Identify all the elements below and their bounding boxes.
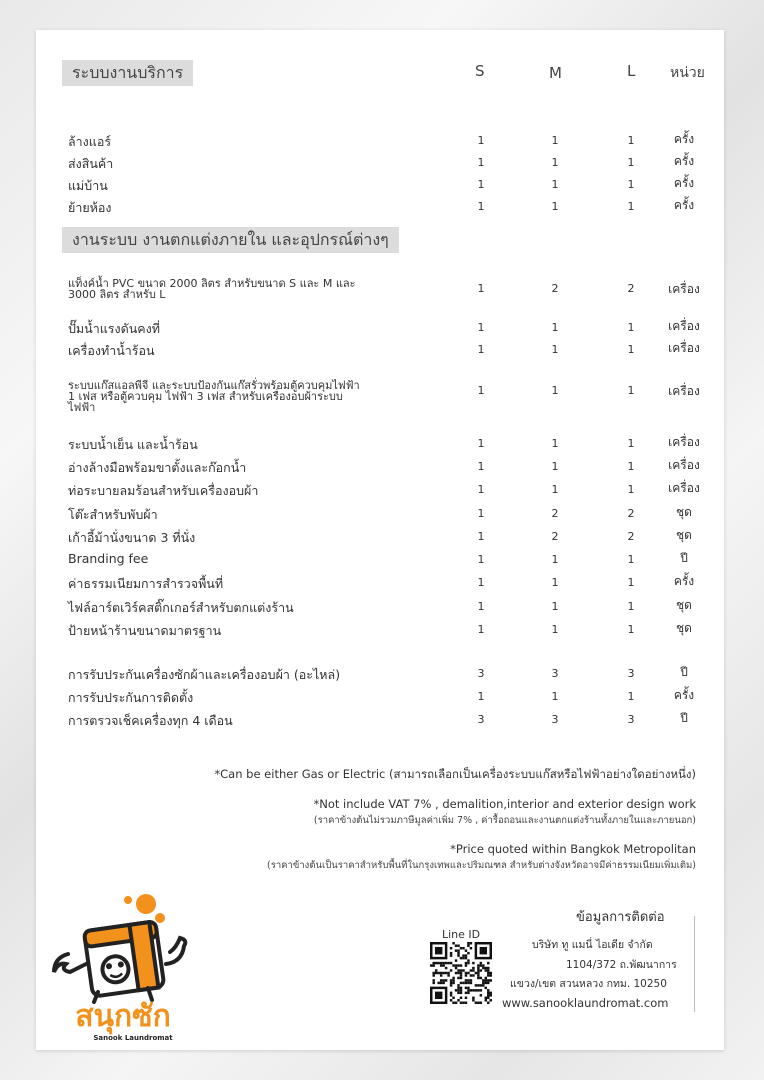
value-m: 2 [551,530,559,543]
row-label: ไฟล์อาร์ตเวิร์คสติ๊กเกอร์สำหรับตกแต่งร้าน [68,600,294,615]
value-s: 1 [477,156,485,169]
value-m: 1 [551,437,559,450]
value-s: 1 [477,134,485,147]
value-l: 1 [627,600,635,613]
value-s: 1 [477,200,485,213]
value-l: 1 [627,623,635,636]
unit-label: ครั้ง [673,154,695,168]
unit-label: ครั้ง [673,574,695,588]
value-s: 1 [477,576,485,589]
value-m: 1 [551,690,559,703]
column-header-m: M [549,64,562,82]
column-header-unit: หน่วย [670,65,705,81]
value-l: 1 [627,690,635,703]
sanook-laundromat-logo [48,892,198,1042]
value-l: 2 [627,507,635,520]
value-l: 1 [627,156,635,169]
address-line-1: 1104/372 ถ.พัฒนาการ [566,959,677,971]
row-label: ย้ายห้อง [68,200,112,215]
unit-label: เครื่อง [668,481,700,495]
value-m: 1 [551,460,559,473]
row-label: แม่บ้าน [68,178,108,193]
value-m: 1 [551,343,559,356]
row-label: ระบบน้ำเย็น และน้ำร้อน [68,437,198,452]
row-label: Branding fee [68,551,149,566]
note-vat-thai: (ราคาข้างต้นไม่รวมภาษีมูลค่าเพิ่ม 7% , ค่ารื้อถอนและงานตกแต่งร้านทั้งภายในและภายนอก) [313,815,696,826]
unit-label: ครั้ง [673,176,695,190]
section-header-services: ระบบงานบริการ [62,60,193,86]
value-m: 1 [551,576,559,589]
unit-label: ชุด [676,528,692,542]
unit-label: ปี [680,665,688,679]
value-m: 1 [551,321,559,334]
value-l: 2 [627,282,635,295]
value-s: 1 [477,282,485,295]
value-s: 1 [477,690,485,703]
unit-label: ปี [680,551,688,565]
value-s: 1 [477,483,485,496]
value-m: 1 [551,134,559,147]
unit-label: ครั้ง [673,198,695,212]
note-vat: *Not include VAT 7% , demalition,interior and exterior design work [313,797,696,811]
row-label: การตรวจเช็คเครื่องทุก 4 เดือน [68,713,233,728]
unit-label: เครื่อง [668,341,700,355]
company-name: บริษัท ทู แมนี่ ไอเดีย จำกัด [532,939,653,951]
unit-label: เครื่อง [668,282,700,296]
value-s: 1 [477,321,485,334]
row-label: โต๊ะสำหรับพับผ้า [68,507,158,522]
value-m: 3 [551,713,559,726]
value-s: 3 [477,713,485,726]
value-l: 1 [627,460,635,473]
value-l: 1 [627,384,635,397]
value-s: 1 [477,384,485,397]
value-l: 2 [627,530,635,543]
note-bangkok: *Price quoted within Bangkok Metropolitan [450,842,696,856]
row-label: ปั๊มน้ำแรงดันคงที่ [68,321,160,336]
row-label: เครื่องทำน้ำร้อน [68,343,155,358]
row-label: อ่างล้างมือพร้อมขาตั้งและก๊อกน้ำ [68,460,247,475]
value-m: 1 [551,483,559,496]
section-header-systems: งานระบบ งานตกแต่งภายใน และอุปกรณ์ต่างๆ [62,227,399,253]
column-header-l: L [627,62,636,80]
note-gas-electric: *Can be either Gas or Electric (สามารถเลือกเป็นเครื่องระบบแก๊สหรือไฟฟ้าอย่างใดอย่างหนึ่ง) [214,767,696,781]
line-id-label: Line ID [442,928,481,941]
row-label: ล้างแอร์ [68,134,112,149]
row-label: ระบบแก๊สแอลพีจี และระบบป้องกันแก๊สรั่วพร้อมตู้ควบคุมไฟฟ้า 1 เฟส หรือตู้ควบคุม ไฟฟ้า 3 เฟส สำหรับเครื่องอบผ้าระบบไฟฟ้า [68,379,360,414]
value-s: 1 [477,343,485,356]
value-s: 1 [477,553,485,566]
value-l: 1 [627,200,635,213]
value-s: 1 [477,600,485,613]
value-l: 1 [627,483,635,496]
row-label: ป้ายหน้าร้านขนาดมาตรฐาน [68,623,222,638]
value-m: 3 [551,667,559,680]
unit-label: ครั้ง [673,688,695,702]
website-link[interactable]: www.sanooklaundromat.com [502,996,669,1010]
row-label: ส่งสินค้า [68,156,114,171]
unit-label: เครื่อง [668,384,700,398]
price-sheet [36,30,724,1050]
value-m: 1 [551,384,559,397]
value-l: 1 [627,178,635,191]
value-m: 1 [551,600,559,613]
unit-label: เครื่อง [668,458,700,472]
row-label: การรับประกันเครื่องซักผ้าและเครื่องอบผ้า (อะไหล่) [68,667,341,682]
value-m: 1 [551,200,559,213]
value-l: 1 [627,576,635,589]
unit-label: ปี [680,711,688,725]
contact-title: ข้อมูลการติดต่อ [576,910,665,925]
value-s: 3 [477,667,485,680]
line-qr-code[interactable] [430,942,492,1004]
unit-label: เครื่อง [668,319,700,333]
value-m: 1 [551,178,559,191]
svg-text:สนุกซัก: สนุกซัก [75,999,171,1034]
row-label: การรับประกันการติดตั้ง [68,690,194,705]
unit-label: ชุด [676,505,692,519]
row-label: ท่อระบายลมร้อนสำหรับเครื่องอบผ้า [68,483,259,498]
value-l: 1 [627,437,635,450]
unit-label: ชุด [676,598,692,612]
value-l: 1 [627,553,635,566]
value-s: 1 [477,507,485,520]
value-l: 1 [627,134,635,147]
unit-label: ชุด [676,621,692,635]
unit-label: ครั้ง [673,132,695,146]
unit-label: เครื่อง [668,435,700,449]
column-header-s: S [475,62,485,80]
value-s: 1 [477,623,485,636]
value-s: 1 [477,530,485,543]
row-label: เก้าอี้ม้านั่งขนาด 3 ที่นั่ง [68,530,196,545]
value-l: 3 [627,713,635,726]
value-s: 1 [477,178,485,191]
value-l: 1 [627,321,635,334]
value-m: 2 [551,507,559,520]
value-s: 1 [477,437,485,450]
value-m: 1 [551,623,559,636]
value-m: 2 [551,282,559,295]
value-s: 1 [477,460,485,473]
row-label: ค่าธรรมเนียมการสำรวจพื้นที่ [68,576,224,591]
address-line-2: แขวง/เขต สวนหลวง กทม. 10250 [510,978,667,990]
contact-divider [694,916,695,1012]
value-l: 1 [627,343,635,356]
svg-text:Sanook Laundromat: Sanook Laundromat [93,1034,173,1042]
row-label: แท็งค์น้ำ PVC ขนาด 2000 ลิตร สำหรับขนาด S และ M และ 3000 ลิตร สำหรับ L [68,277,356,301]
value-m: 1 [551,553,559,566]
value-l: 3 [627,667,635,680]
note-bangkok-thai: (ราคาข้างต้นเป็นราคาสำหรับพื้นที่ในกรุงเทพและปริมณฑล สำหรับต่างจังหวัดอาจมีค่าธรรมเนียมเพิ่มเติม) [267,860,696,871]
value-m: 1 [551,156,559,169]
